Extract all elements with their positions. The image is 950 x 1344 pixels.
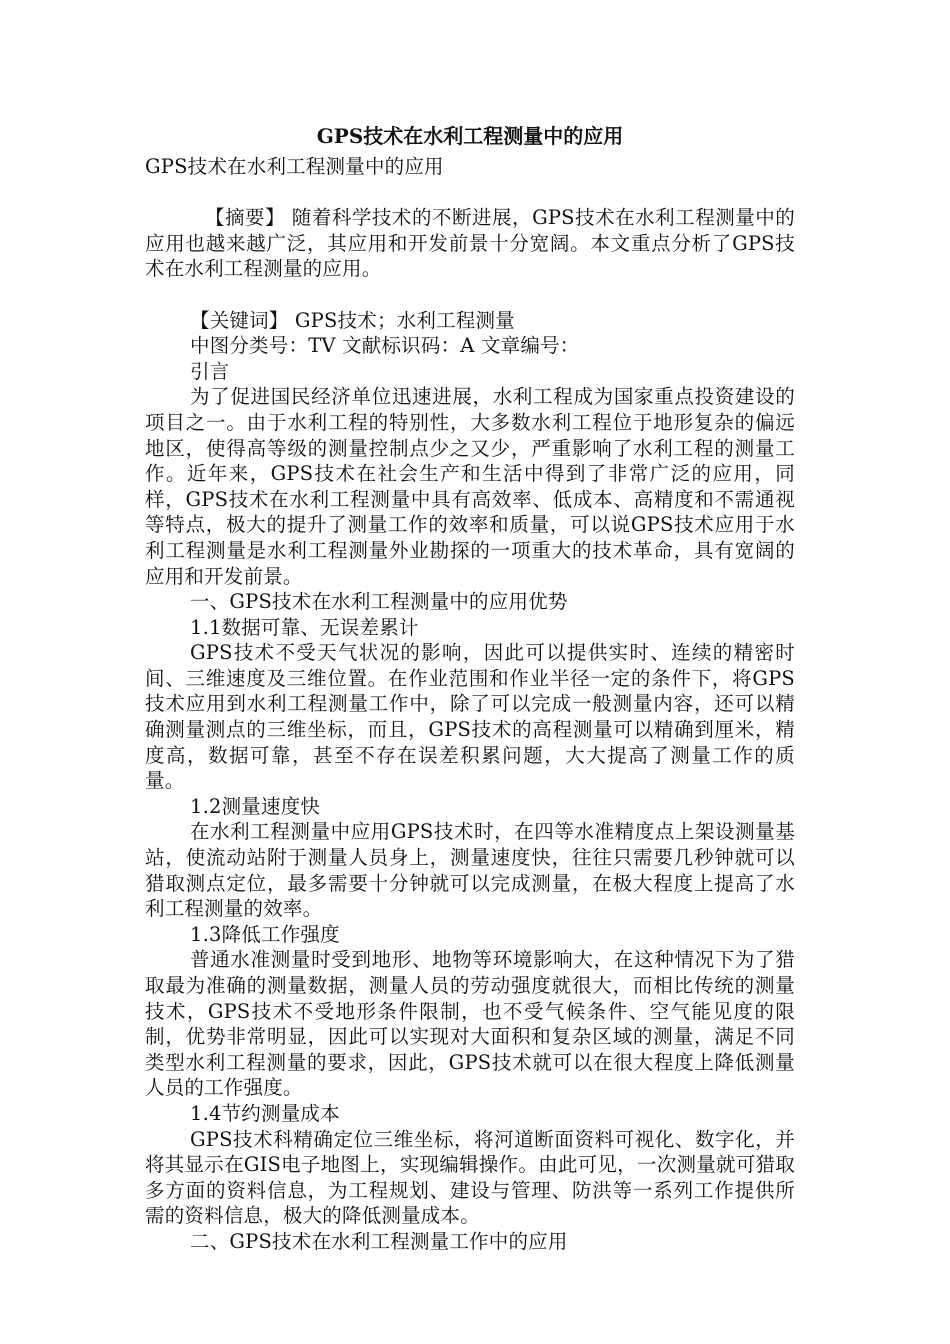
section-1-2-heading: 1.2测量速度快	[190, 794, 321, 818]
intro-paragraph: 为了促进国民经济单位迅速进展，水利工程成为国家重点投资建设的项目之一。由于水利工程的特别性，大多数水利工程位于地形复杂的偏远地区，使得高等级的测量控制点少之又少，严重影响了水利工程的测量工作。近年来，GPS技术在社会生产和生活中得到了非常广泛的应用，同样，GPS技术在水利工程测量中具有高效率、低成本、高精度和不需通视等特点，极大的提升了测量工作的效率和质量，可以说GPS技术应用于水利工程测量是水利工程测量外业勘探的一项重大的技术革命，具有宽阔的应用和开发前景。	[145, 385, 795, 588]
section-1-2-paragraph: 在水利工程测量中应用GPS技术时，在四等水准精度点上架设测量基站，使流动站附于测量人员身上，测量速度快，往往只需要几秒钟就可以猎取测点定位，最多需要十分钟就可以完成测量，在极大程度上提高了水利工程测量的效率。	[145, 820, 795, 921]
section-1-4-heading: 1.4节约测量成本	[190, 1101, 340, 1125]
document-subtitle: GPS技术在水利工程测量中的应用	[145, 155, 444, 178]
spacer	[145, 180, 795, 206]
document-title: GPS技术在水利工程测量中的应用	[316, 124, 624, 148]
section-1-heading: 一、GPS技术在水利工程测量中的应用优势	[190, 590, 568, 614]
section-1-3-heading: 1.3降低工作强度	[190, 922, 340, 946]
section-1-4-paragraph: GPS技术科精确定位三维坐标，将河道断面资料可视化、数字化，并将其显示在GIS电子地图上，实现编辑操作。由此可见，一次测量就可猎取多方面的资料信息，为工程规划、建设与管理、防洪等一系列工作提供所需的资料信息，极大的降低测量成本。	[145, 1127, 795, 1228]
document-body	[145, 118, 795, 1255]
section-1-3-paragraph: 普通水准测量时受到地形、地物等环境影响大，在这种情况下为了猎取最为准确的测量数据，测量人员的劳动强度就很大，而相比传统的测量技术，GPS技术不受地形条件限制，也不受气候条件、空气能见度的限制，优势非常明显，因此可以实现对大面积和复杂区域的测量，满足不同类型水利工程测量的要求，因此，GPS技术就可以在很大程度上降低测量人员的工作强度。	[145, 948, 795, 1100]
section-1-1-heading: 1.1数据可靠、无误差累计	[190, 615, 419, 639]
intro-heading: 引言	[190, 359, 230, 383]
section-1-1-paragraph: GPS技术不受天气状况的影响，因此可以提供实时、连续的精密时间、三维速度及三维位置。在作业范围和作业半径一定的条件下，将GPS技术应用到水利工程测量工作中，除了可以完成一般测量内容，还可以精确测量测点的三维坐标，而且，GPS技术的高程测量可以精确到厘米，精度高，数据可靠，甚至不存在误差积累问题，大大提高了测量工作的质量。	[145, 641, 795, 793]
abstract-paragraph: 【摘要】 随着科学技术的不断进展，GPS技术在水利工程测量中的应用也越来越广泛，其应用和开发前景十分宽阔。本文重点分析了GPS技术在水利工程测量的应用。	[145, 206, 795, 281]
classification-line: 中图分类号：TV 文献标识码：A 文章编号：	[190, 334, 580, 358]
keywords-line: 【关键词】 GPS技术；水利工程测量	[190, 308, 515, 332]
spacer	[145, 282, 795, 308]
section-2-heading: 二、GPS技术在水利工程测量工作中的应用	[190, 1229, 568, 1253]
